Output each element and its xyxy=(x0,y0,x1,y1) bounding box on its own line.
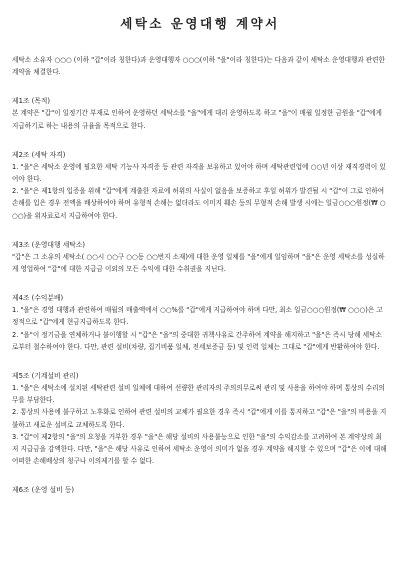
article-paragraph: 본 계약은 "갑"이 일정기간 부재로 인하여 운영하던 세탁소를 "을"에게 대리 운영하도록 하고 "을"이 매월 일정한 금원을 "갑"에게 지급하기로 하는 내용의 규율을 목적으로 한다. xyxy=(12,109,382,130)
articles-container xyxy=(12,95,388,496)
article-section xyxy=(12,95,388,131)
article-heading: 제1조 (목적) xyxy=(12,97,51,106)
article-section xyxy=(12,484,388,496)
article-paragraph: 2. "을"은 제1항의 입증을 위해 "갑"에게 계출한 자료에 허위의 사실이 없음을 보증하고 후일 허위가 발견될 시 "갑"이 그로 인하여 손해를 입은 경우 전액을 배상하여야 하며 유형적 손해는 없더라도 이미지 훼손 등의 무형적 손해 발생 시에는 일금○○○원정(₩ ○○○)을 위자료로서 지급하여야 한다. xyxy=(12,187,386,220)
article-paragraph: 2. 통상의 사용에 불구하고 노후화로 인하여 관련 설비의 교체가 필요한 경우 즉시 "갑"에게 이를 통지하고 "갑"은 "을"의 비용을 지불하고 새로운 설비로 교체하도록 한다. xyxy=(12,408,387,429)
document-title: 세탁소 운영대행 계약서 xyxy=(120,16,280,31)
article-heading: 제2조 (세탁 자격) xyxy=(12,150,66,159)
article-paragraph: 1. "을"은 세탁소 운영에 필요한 세탁 기능사 자격증 등 관련 자격을 보유하고 있어야 하며 세탁관련업에 ○○년 이상 재직경력이 있어야 한다. xyxy=(12,162,386,184)
article-heading: 제6조 (운영 설비 등) xyxy=(12,486,75,495)
article-section xyxy=(12,149,388,222)
article-paragraph: 2. "을"이 정기금을 연체하거나 불이행할 시 "갑"은 "을"의 중대한 귀책사유로 간주하여 계약을 해지하고 "을"은 즉시 당해 세탁소로부터 철수하여야 한다. 다만, 관련 설비(차량, 집기비품 일체, 전세보증금 등) 및 인력 일체는 그대로 "갑"에게 반환하여야 한다. xyxy=(12,330,382,351)
article-paragraph: "갑"은 그 소유의 세탁소( ○○시 ○○구 ○○동 ○○번지 소재)에 대한 운영 일체를 "을"에게 일임하며 "을"은 운영 세탁소를 성실하게 영업하여 "갑"에 대한 지급금 이외의 모든 수익에 대한 수취권을 지닌다. xyxy=(12,252,385,274)
article-heading: 제4조 (수익분배) xyxy=(12,294,64,303)
article-paragraph: 1. "을"은 세탁소에 설치된 세탁관련 설비 일체에 대하여 선량한 관리자의 주의의무로써 관리 및 사용을 하여야 하며 통상의 수리의무를 부담한다. xyxy=(12,384,385,405)
article-heading: 제5조 (기계설비 관리) xyxy=(12,372,79,381)
intro-paragraph: 세탁소 소유자 ○○○ (이하 "갑"이라 칭한다)과 운영대행자 ○○○(이하 "을"이라 칭한다)는 다음과 같이 세탁소 운영대행과 관련한 계약을 체결한다. xyxy=(12,56,385,77)
article-paragraph: 3. "갑"이 제2항의 "을"의 요청을 거부한 경우 "을"은 해당 설비의 사용불능으로 인한 "을"의 수익감소를 고려하여 본 계약상의 최저 지급금을 감액한다. 다만, "을"은 해당 사유로 인하여 세탁소 운영이 의미가 없을 경우 계약을 해지할 수 있으며 "갑"은 이에 대해 어떠한 손해배상의 청구나 이의제기를 할 수 없다. xyxy=(12,432,387,466)
article-section xyxy=(12,292,388,353)
article-heading: 제3조 (운영대행 세탁소) xyxy=(12,240,86,249)
article-section xyxy=(12,370,388,467)
article-paragraph: 1. "을"은 경영 대행과 관련하여 매월의 매출액에서 ○○%를 "갑"에게 지급하여야 하며 다만, 최소 일금○○○원정(₩ ○○○)은 고정적으로 "갑"에게 현금지급하도록 한다. xyxy=(12,306,383,327)
article-section xyxy=(12,239,388,275)
